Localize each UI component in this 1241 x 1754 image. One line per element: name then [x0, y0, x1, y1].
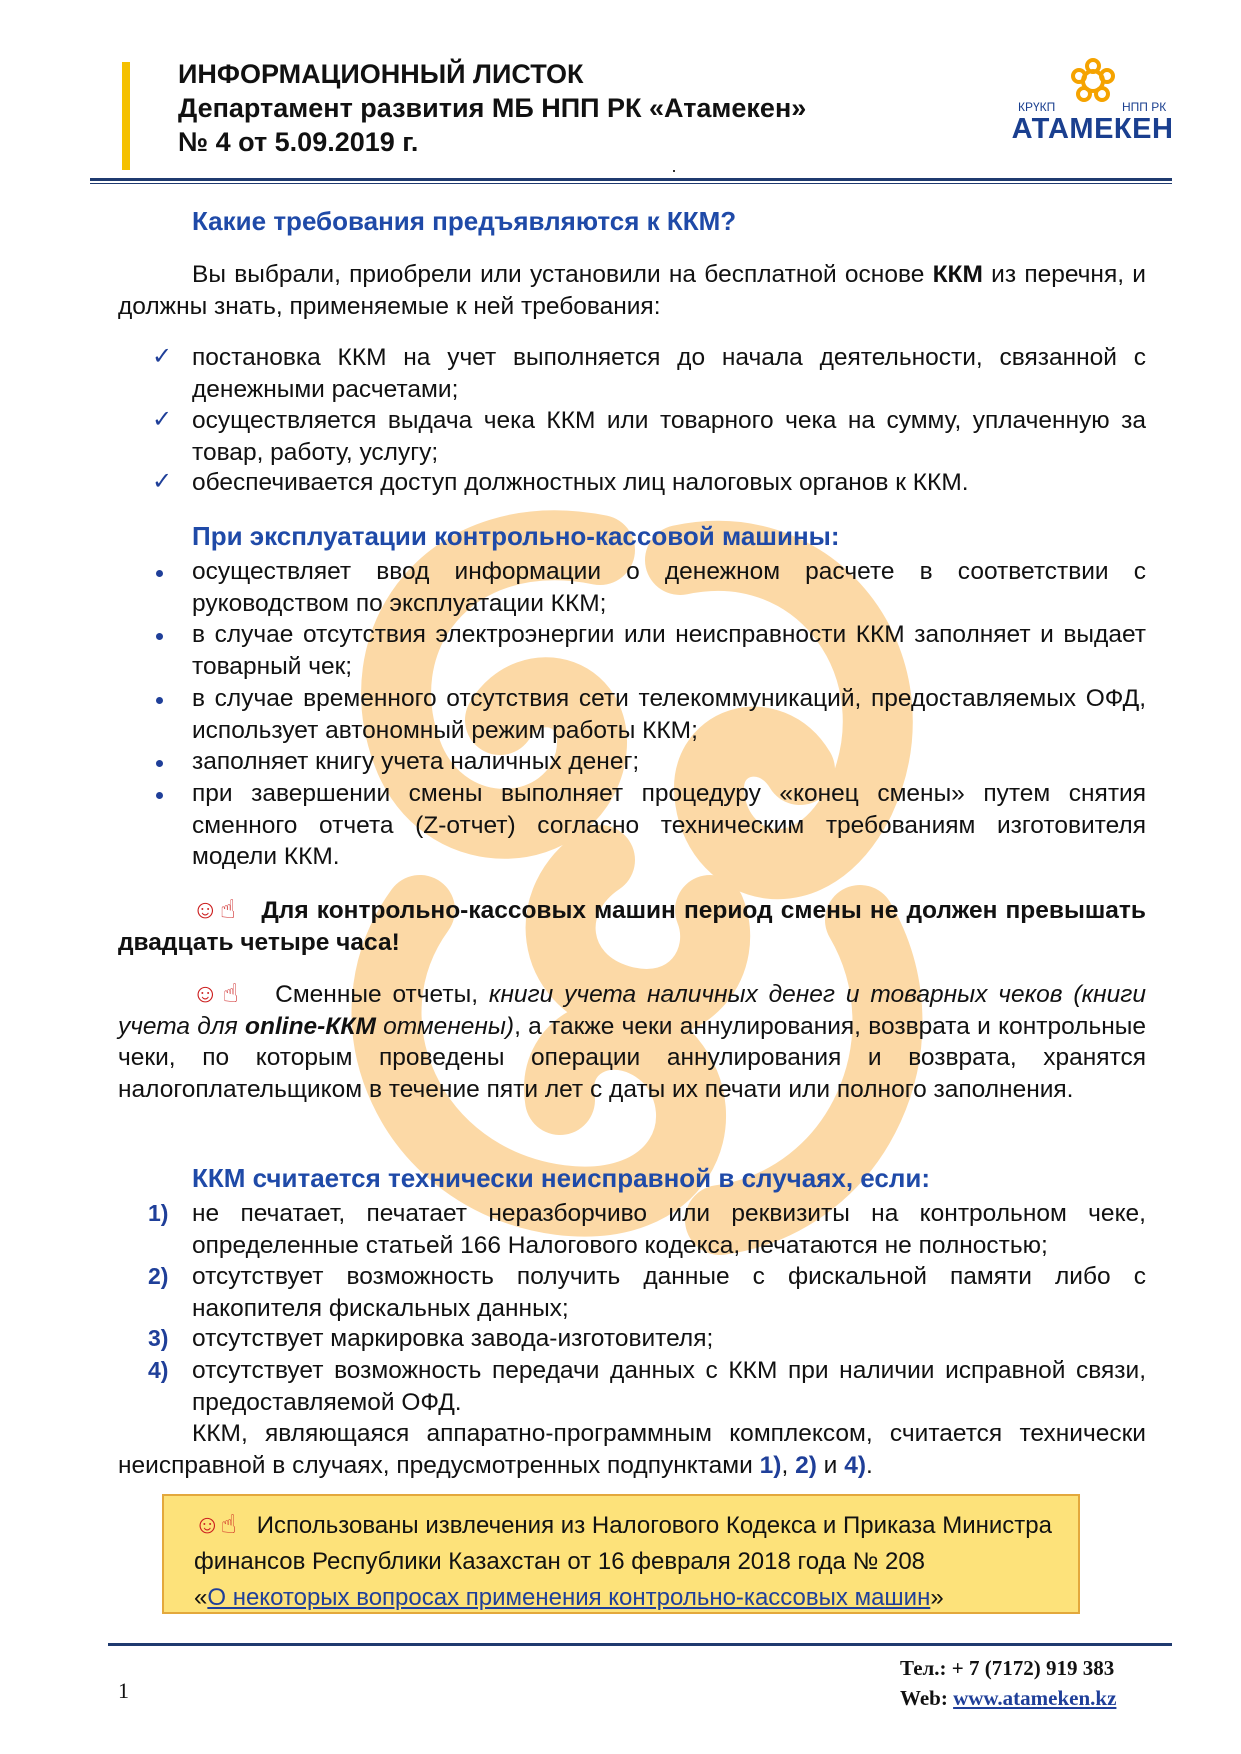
sources-note-text: ☺☝ Использованы извлечения из Налогового Кодекса и Приказа Министра финансов Республики Казахстан от 16 февраля 2018 года № 208 «О некоторых вопросах применения контрольно-кассовых машин»: [194, 1509, 1052, 1611]
operation-item: при завершении смены выполняет процедуру «конец смены» путем снятия сменного отчета (Z-отчет) согласно техническим требованиям изготовителя модели ККМ.: [192, 780, 1146, 870]
list-number: 1): [148, 1200, 169, 1226]
bullet-icon: [156, 697, 163, 704]
smile-pointer-icon: ☺☝: [192, 978, 243, 1008]
list-number: 2): [148, 1263, 169, 1289]
hardware-software-note: ККМ, являющаяся аппаратно-программным комплексом, считается технически неисправной в случаях, предусмотренных подпунктами 1), 2) и 4).: [118, 1420, 1146, 1479]
sources-note-box: [162, 1494, 1080, 1614]
department-title: Департамент развития МБ НПП РК «Атамекен»: [178, 93, 807, 123]
logo-subtitle-ru: НПП РК: [1122, 100, 1167, 114]
document-type-title: ИНФОРМАЦИОННЫЙ ЛИСТОК: [178, 59, 584, 89]
operation-item: заполняет книгу учета наличных денег;: [192, 748, 640, 775]
check-icon: ✓: [152, 406, 173, 433]
storage-note: ☺☝ Сменные отчеты, книги учета наличных денег и товарных чеков (книги учета для online-ККМ отменены), а также чеки аннулирования, возврата и контрольные чеки, по которым проведены операции аннулирования и возврата, хранятся налогоплательщиком в течение пяти лет с даты их печати или полного заполнения.: [118, 978, 1147, 1103]
requirement-item: постановка ККМ на учет выполняется до начала деятельности, связанной с денежными расчетами;: [192, 344, 1146, 403]
malfunction-item: не печатает, печатает неразборчиво или реквизиты на контрольном чеке, определенные статьей 166 Налогового кодекса, печатаются не полностью;: [192, 1200, 1146, 1259]
header-divider: [90, 178, 1172, 181]
list-number: 4): [148, 1357, 169, 1383]
operation-item: в случае отсутствия электроэнергии или неисправности ККМ заполняет и выдает товарный чек;: [192, 621, 1146, 680]
website-link[interactable]: www.atameken.kz: [953, 1686, 1117, 1710]
bullet-icon: [156, 760, 163, 767]
operation-item: осуществляет ввод информации о денежном расчете в соответствии с руководством по эксплуатации ККМ;: [192, 558, 1146, 617]
order-link[interactable]: О некоторых вопросах применения контрольно-кассовых машин: [207, 1584, 931, 1611]
footer-web: Web: www.atameken.kz: [900, 1686, 1117, 1710]
header-divider-thin: [90, 183, 1172, 184]
footer-phone: Тел.: + 7 (7172) 919 383: [900, 1656, 1115, 1680]
malfunction-item: отсутствует возможность получить данные с фискальной памяти либо с накопителя фискальных данных;: [192, 1263, 1146, 1322]
requirements-intro: Вы выбрали, приобрели или установили на бесплатной основе ККМ из перечня, и должны знать, применяемые к ней требования:: [118, 261, 1146, 320]
bullet-icon: [156, 570, 163, 577]
check-icon: ✓: [152, 343, 173, 370]
logo-emblem-icon: [1068, 58, 1118, 104]
bullet-icon: [156, 633, 163, 640]
requirement-item: обеспечивается доступ должностных лиц налоговых органов к ККМ.: [192, 469, 969, 496]
operation-item: в случае временного отсутствия сети телекоммуникаций, предоставляемых ОФД, использует автономный режим работы ККМ;: [192, 685, 1146, 744]
header-accent-bar: [122, 62, 130, 170]
requirement-item: осуществляется выдача чека ККМ или товарного чека на сумму, уплаченную за товар, работу, услугу;: [192, 407, 1146, 466]
logo-name: АТАМЕКЕН: [1011, 113, 1174, 145]
stray-dot: [673, 170, 675, 172]
atameken-logo: [1010, 58, 1175, 148]
malfunction-item: отсутствует возможность передачи данных с ККМ при наличии исправной связи, предоставляемой ОФД.: [192, 1357, 1146, 1416]
logo-subtitle-kz: КРҮКП: [1018, 100, 1056, 114]
page-number: 1: [118, 1678, 129, 1703]
shift-duration-note: ☺☝ Для контрольно-кассовых машин период смены не должен превышать двадцать четыре часа!: [118, 894, 1146, 956]
issue-number-date: № 4 от 5.09.2019 г.: [178, 127, 419, 157]
section-malfunction-heading: ККМ считается технически неисправной в случаях, если:: [192, 1163, 931, 1193]
list-number: 3): [148, 1325, 169, 1351]
check-icon: ✓: [152, 468, 173, 495]
footer-divider: [108, 1643, 1172, 1646]
bullet-icon: [156, 792, 163, 799]
section-requirements-heading: Какие требования предъявляются к ККМ?: [192, 206, 737, 236]
smile-pointer-icon: ☺☝: [194, 1509, 237, 1539]
smile-pointer-icon: ☺☝: [192, 894, 237, 924]
malfunction-item: отсутствует маркировка завода-изготовителя;: [192, 1325, 714, 1352]
section-operation-heading: При эксплуатации контрольно-кассовой машины:: [192, 521, 840, 551]
